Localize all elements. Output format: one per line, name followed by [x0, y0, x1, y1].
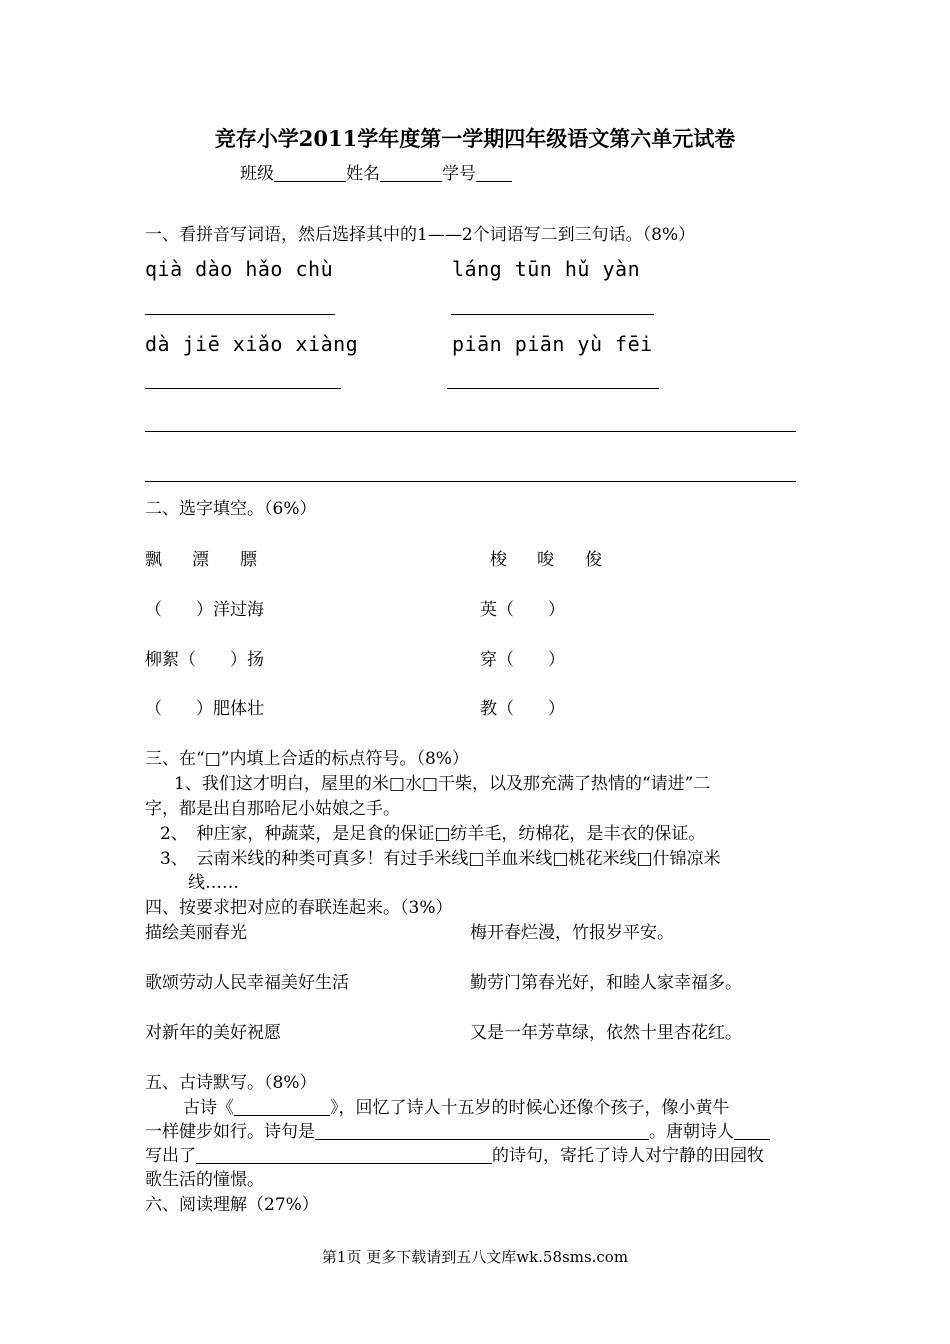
- fill-item-l3: （ ）肥体壮: [145, 699, 264, 719]
- char-option-1: 飘: [145, 550, 162, 570]
- poem-line-3: [145, 1141, 764, 1166]
- name-blank: [380, 163, 442, 182]
- poem-text-5: 写出了: [145, 1146, 196, 1166]
- poem-text-3: 一样健步如行。诗句是: [145, 1122, 315, 1142]
- punct-q1-line2: 字，都是出自那哈尼小姑娘之手。: [145, 799, 400, 819]
- poem-verse-blank: [315, 1121, 649, 1140]
- poem-line-2: [145, 1117, 770, 1142]
- answer-line-3: [145, 388, 341, 389]
- poem-verse-blank-2: [196, 1145, 492, 1164]
- pinyin-2: láng tūn hǔ yàn: [452, 257, 641, 281]
- fill-item-l2: 柳絮（ ）扬: [145, 650, 264, 670]
- id-blank: [476, 163, 512, 182]
- sentence-line-2: [145, 481, 796, 482]
- couplet-theme-3: 对新年的美好祝愿: [145, 1023, 281, 1043]
- exam-title: 竞存小学2011学年度第一学期四年级语文第六单元试卷: [214, 126, 736, 151]
- couplet-3: 又是一年芳草绿，依然十里杏花红。: [470, 1023, 742, 1043]
- section-3-heading: 三、在“□”内填上合适的标点符号。（8%）: [145, 749, 469, 769]
- couplet-1: 梅开春烂漫，竹报岁平安。: [470, 923, 674, 943]
- answer-line-2: [451, 314, 654, 315]
- section-5-heading: 五、古诗默写。（8%）: [145, 1073, 317, 1093]
- char-option-5: 唆: [537, 550, 554, 570]
- class-label: 班级: [240, 164, 274, 184]
- poet-blank: [734, 1121, 770, 1140]
- fill-item-r2: 穿（ ）: [480, 650, 565, 670]
- fill-item-l1: （ ）洋过海: [145, 600, 264, 620]
- punct-q2: 2、 种庄家，种蔬菜，是足食的保证□纺羊毛，纺棉花，是丰衣的保证。: [160, 824, 706, 844]
- sentence-line-1: [145, 431, 796, 432]
- punct-q3-line2: 线……: [188, 873, 239, 893]
- poem-text-4: 。唐朝诗人: [649, 1122, 734, 1142]
- char-option-3: 膘: [240, 550, 257, 570]
- section-2-heading: 二、选字填空。（6%）: [145, 499, 317, 519]
- poem-title-blank: [234, 1097, 330, 1116]
- couplet-theme-1: 描绘美丽春光: [145, 923, 247, 943]
- answer-line-4: [447, 388, 659, 389]
- section-4-heading: 四、按要求把对应的春联连起来。（3%）: [145, 898, 453, 918]
- punct-q3-line1: 3、 云南米线的种类可真多！有过手米线□羊血米线□桃花米线□什锦凉米: [160, 849, 721, 869]
- class-blank: [274, 163, 346, 182]
- pinyin-4: piān piān yù fēi: [452, 332, 653, 356]
- poem-line-1: [183, 1093, 730, 1118]
- couplet-2: 勤劳门第春光好，和睦人家幸福多。: [470, 973, 742, 993]
- couplet-theme-2: 歌颂劳动人民幸福美好生活: [145, 973, 349, 993]
- punct-q1-line1: 1、我们这才明白，屋里的米□水□干柴，以及那充满了热情的“请进”二: [174, 774, 711, 794]
- pinyin-3: dà jiē xiǎo xiàng: [145, 332, 359, 356]
- section-1-heading: 一、看拼音写词语，然后选择其中的1——2个词语写二到三句话。（8%）: [145, 225, 696, 245]
- char-option-4: 梭: [490, 550, 507, 570]
- name-label: 姓名: [346, 164, 380, 184]
- poem-text-2: 》，回忆了诗人十五岁的时候心还像个孩子，像小黄牛: [330, 1098, 730, 1118]
- pinyin-1: qià dào hǎo chù: [145, 257, 334, 281]
- student-info-line: [240, 159, 512, 184]
- answer-line-1: [145, 314, 335, 315]
- poem-text-1: 古诗《: [183, 1098, 234, 1118]
- char-option-2: 漂: [192, 550, 209, 570]
- fill-item-r3: 教（ ）: [480, 699, 565, 719]
- poem-line-4: 歌生活的憧憬。: [145, 1170, 264, 1190]
- section-6-heading: 六、阅读理解（27%）: [145, 1195, 319, 1215]
- page-footer: 第1页 更多下载请到五八文库wk.58sms.com: [321, 1248, 629, 1266]
- fill-item-r1: 英（ ）: [480, 600, 565, 620]
- char-option-6: 俊: [585, 550, 602, 570]
- id-label: 学号: [442, 164, 476, 184]
- poem-text-6: 的诗句，寄托了诗人对宁静的田园牧: [492, 1146, 764, 1166]
